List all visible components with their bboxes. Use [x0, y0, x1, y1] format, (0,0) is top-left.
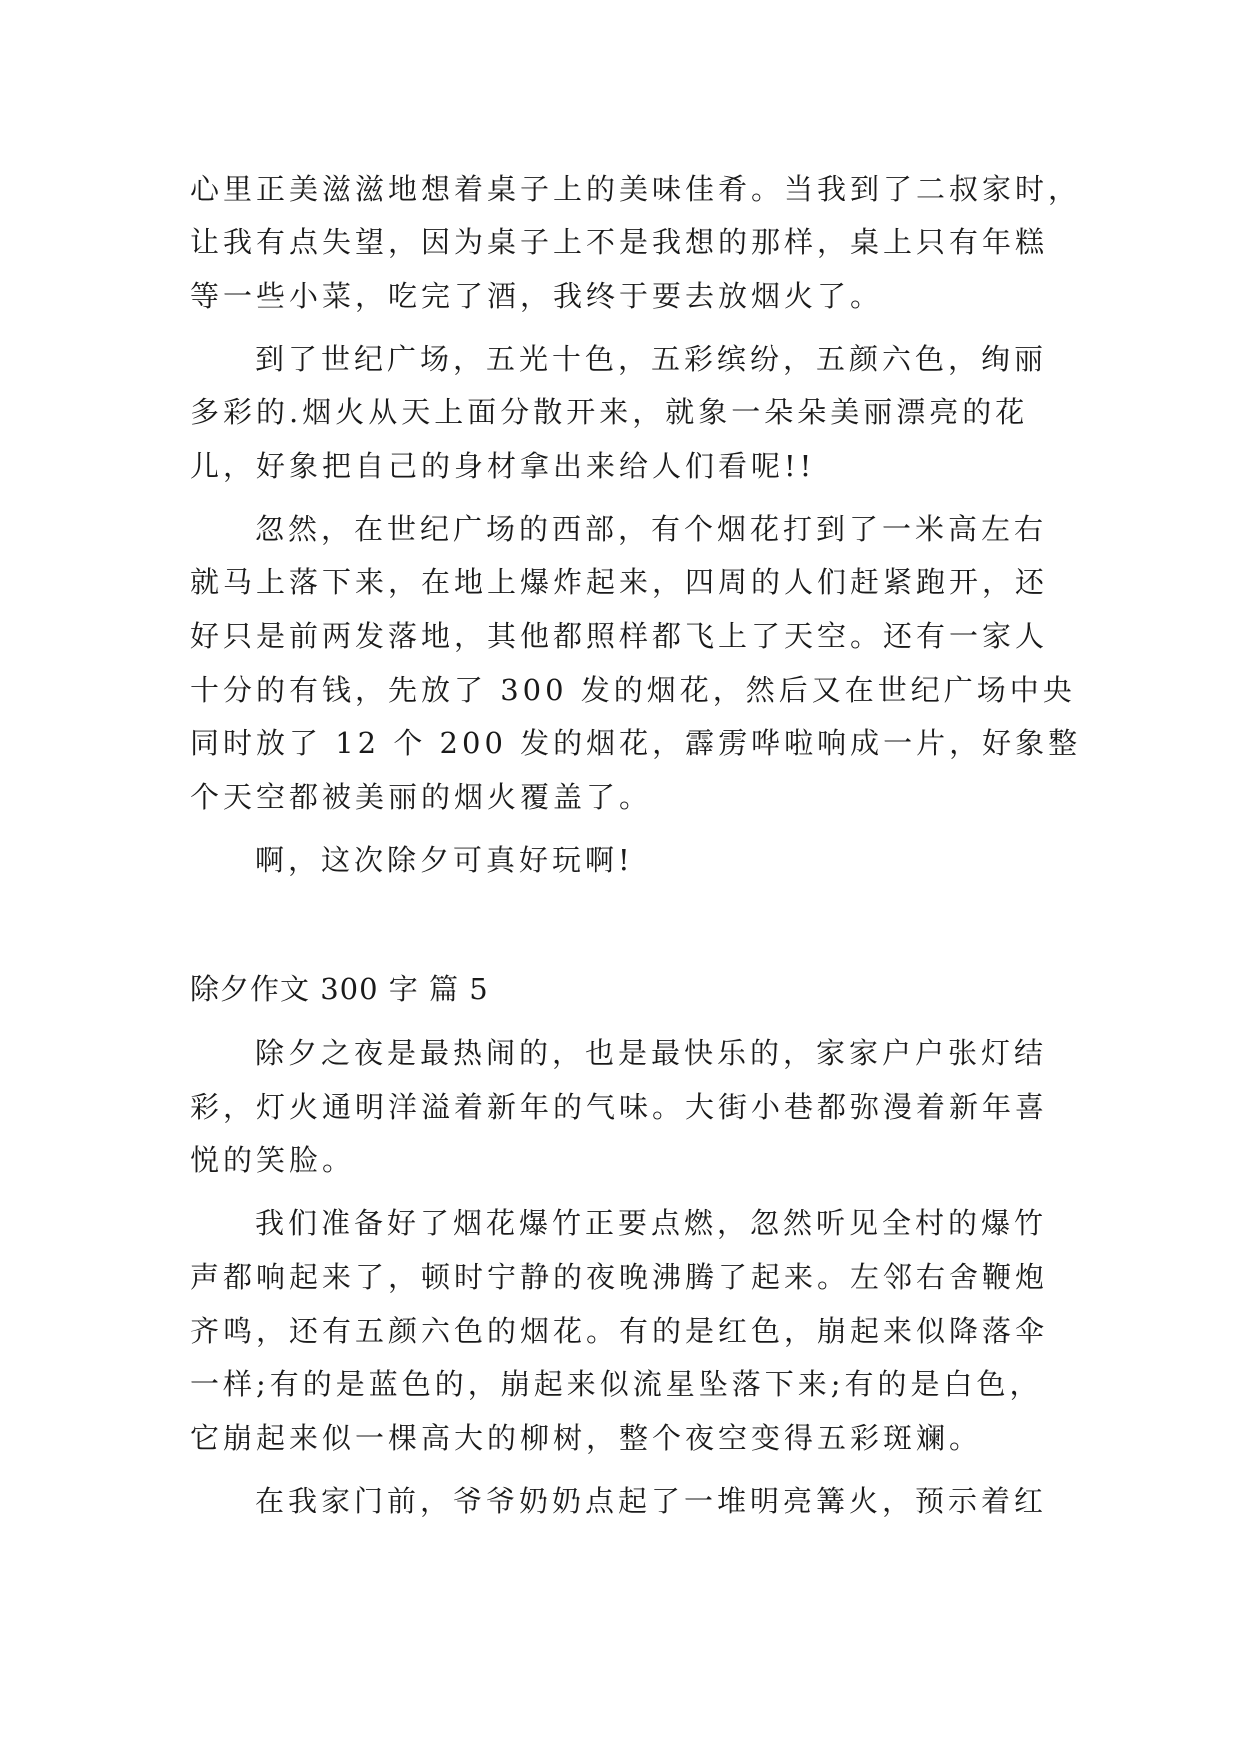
text-line: 彩，灯火通明洋溢着新年的气味。大街小巷都弥漫着新年喜	[190, 1090, 1049, 1124]
text-line: 等一些小菜，吃完了酒，我终于要去放烟火了。	[190, 279, 884, 313]
text-line: 悦的笑脸。	[190, 1143, 356, 1177]
paragraph-first-line: 我们准备好了烟花爆竹正要点燃，忽然听见全村的爆竹	[255, 1206, 1048, 1240]
text-line: 心里正美滋滋地想着桌子上的美味佳肴。当我到了二叔家时，	[190, 172, 1082, 206]
text-line: 声都响起来了，顿时宁静的夜晚沸腾了起来。左邻右舍鞭炮	[190, 1260, 1049, 1294]
paragraph-first-line: 啊，这次除夕可真好玩啊!	[255, 843, 634, 877]
text-line: 一样;有的是蓝色的，崩起来似流星坠落下来;有的是白色，	[190, 1367, 1043, 1401]
text-line: 好只是前两发落地，其他都照样都飞上了天空。还有一家人	[190, 619, 1049, 653]
paragraph-first-line: 除夕之夜是最热闹的，也是最快乐的，家家户户张灯结	[255, 1036, 1048, 1070]
text-line: 十分的有钱，先放了 300 发的烟花，然后又在世纪广场中央	[190, 673, 1076, 707]
paragraph-first-line: 到了世纪广场，五光十色，五彩缤纷，五颜六色，绚丽	[255, 342, 1048, 376]
section-heading: 除夕作文 300 字 篇 5	[190, 972, 489, 1006]
paragraph-first-line: 在我家门前，爷爷奶奶点起了一堆明亮篝火，预示着红	[255, 1484, 1048, 1518]
text-line: 让我有点失望，因为桌子上不是我想的那样，桌上只有年糕	[190, 225, 1049, 259]
text-line: 儿，好象把自己的身材拿出来给人们看呢!!	[190, 449, 816, 483]
text-line: 个天空都被美丽的烟火覆盖了。	[190, 780, 653, 814]
text-line: 多彩的.烟火从天上面分散开来，就象一朵朵美丽漂亮的花	[190, 395, 1029, 429]
text-line: 齐鸣，还有五颜六色的烟花。有的是红色，崩起来似降落伞	[190, 1314, 1049, 1348]
text-line: 就马上落下来，在地上爆炸起来，四周的人们赶紧跑开，还	[190, 565, 1049, 599]
text-line: 同时放了 12 个 200 发的烟花，霹雳哗啦响成一片，好象整	[190, 726, 1082, 760]
text-line: 它崩起来似一棵高大的柳树，整个夜空变得五彩斑斓。	[190, 1421, 983, 1455]
paragraph-first-line: 忽然，在世纪广场的西部，有个烟花打到了一米高左右	[255, 512, 1048, 546]
